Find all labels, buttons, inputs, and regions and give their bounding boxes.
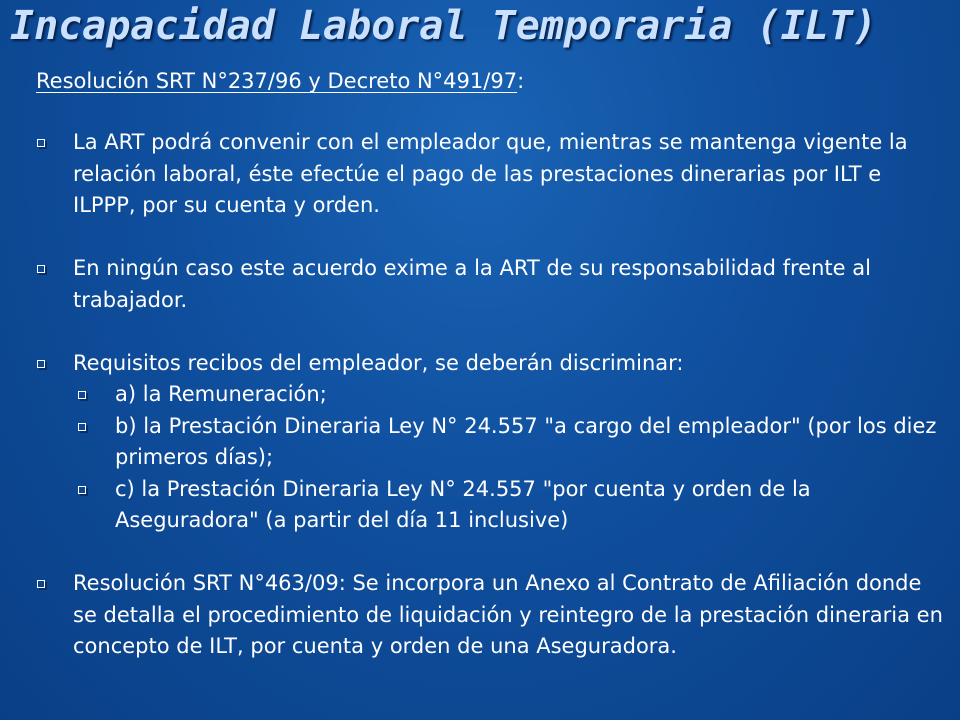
subtitle-colon: : — [517, 69, 525, 93]
sub-bullet-item-cargo-empleador — [78, 411, 946, 474]
bullet-text: c) la Prestación Dineraria Ley N° 24.557 "por cuenta y orden de la Aseguradora" (a partir del día 11 inclusive) — [115, 476, 811, 532]
sub-bullet-item-cuenta-aseguradora — [78, 474, 946, 537]
hollow-square-bullet-icon — [37, 580, 47, 590]
bullet-text: Resolución SRT N°463/09: Se incorpora un Anexo al Contrato de Afiliación donde se detalla el procedimiento de liquidación y reintegro de la prestación dineraria en concepto de ILT, por cuenta y orden de una Aseguradora. — [73, 571, 943, 658]
bullet-list — [36, 127, 946, 663]
slide-title: Incapacidad Laboral Temporaria (ILT) — [10, 3, 877, 49]
bullet-text: b) la Prestación Dineraria Ley N° 24.557 "a cargo del empleador" (por los diez primeros días); — [115, 413, 937, 469]
sub-bullet-item-remuneracion — [78, 379, 946, 411]
hollow-square-bullet-icon — [78, 486, 88, 496]
hollow-square-bullet-icon — [78, 391, 88, 401]
subtitle-reference: Resolución SRT N°237/96 y Decreto N°491/97 — [36, 69, 518, 93]
bullet-item-convenio — [36, 127, 946, 222]
hollow-square-bullet-icon — [37, 360, 47, 370]
bullet-text: a) la Remuneración; — [115, 382, 327, 406]
bullet-text: Requisitos recibos del empleador, se deberán discriminar: — [73, 350, 684, 375]
bullet-item-responsabilidad — [36, 253, 946, 316]
bullet-text: La ART podrá convenir con el empleador que, mientras se mantenga vigente la relación laboral, éste efectúe el pago de las prestaciones dinerarias por ILT e ILPPP, por su cuenta y orden. — [73, 130, 908, 217]
bullet-item-requisitos — [36, 348, 946, 380]
hollow-square-bullet-icon — [37, 139, 47, 149]
hollow-square-bullet-icon — [37, 265, 47, 275]
hollow-square-bullet-icon — [78, 423, 88, 433]
bullet-item-resolucion-463 — [36, 568, 946, 663]
bullet-text: En ningún caso este acuerdo exime a la ART de su responsabilidad frente al trabajador. — [73, 256, 871, 312]
slide-subtitle — [36, 64, 524, 98]
